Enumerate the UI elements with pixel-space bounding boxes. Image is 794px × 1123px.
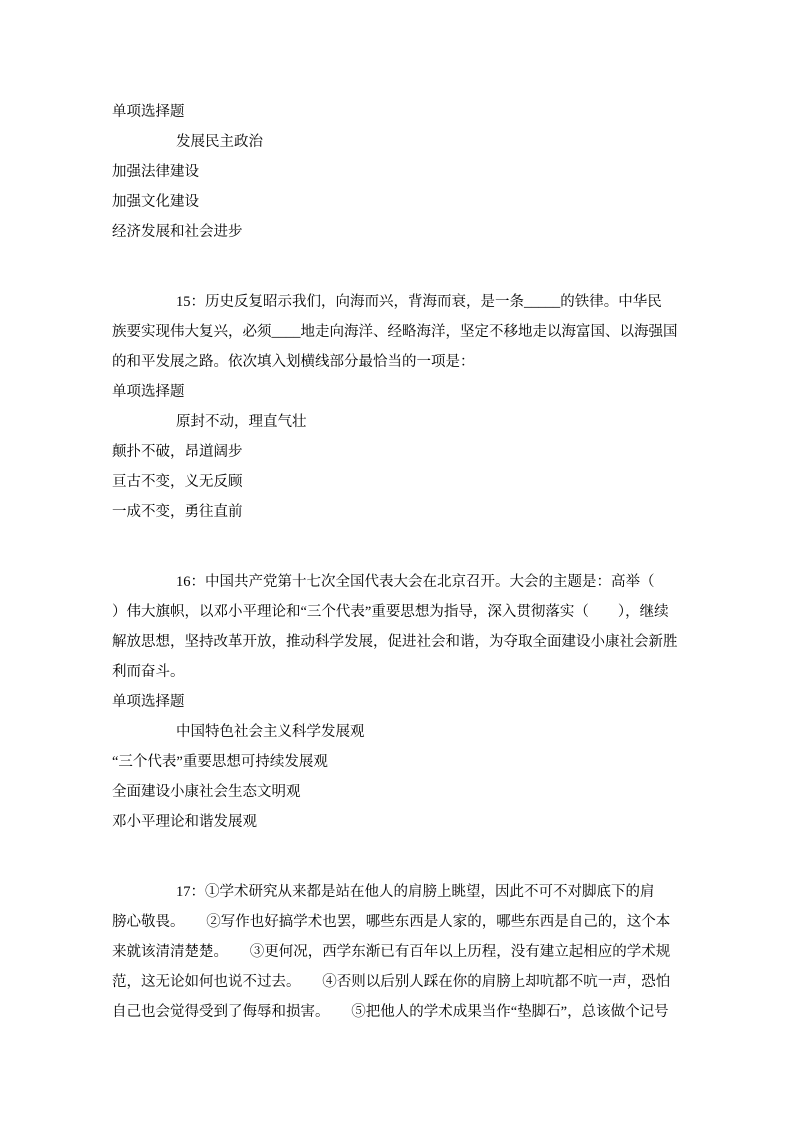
question-17-stem-line: 范，这无论如何也说不过去。 ④否则以后别人踩在你的肩膀上却吭都不吭一声，恐怕 bbox=[112, 974, 671, 990]
question-17-stem-line: 膀心敬畏。 ②写作也好搞学术也罢，哪些东西是人家的，哪些东西是自己的，这个本 bbox=[112, 914, 671, 930]
question-type-label: 单项选择题 bbox=[112, 104, 185, 120]
option-item: 亘古不变，义无反顾 bbox=[112, 474, 243, 490]
option-item: 加强法律建设 bbox=[112, 164, 199, 180]
option-item: 全面建设小康社会生态文明观 bbox=[112, 784, 301, 800]
question-type-label: 单项选择题 bbox=[112, 694, 185, 710]
option-item: 经济发展和社会进步 bbox=[112, 224, 243, 240]
option-item: 加强文化建设 bbox=[112, 194, 199, 210]
option-item: 原封不动，理直气壮 bbox=[176, 414, 307, 430]
question-15-stem-line: 的和平发展之路。依次填入划横线部分最恰当的一项是： bbox=[112, 354, 475, 370]
option-item: 邓小平理论和谐发展观 bbox=[112, 814, 257, 830]
question-15-stem-line: 15：历史反复昭示我们，向海而兴，背海而衰，是一条_____的铁律。中华民 bbox=[176, 294, 662, 310]
question-16-stem-line: 利而奋斗。 bbox=[112, 664, 185, 680]
option-item: 发展民主政治 bbox=[176, 134, 263, 150]
question-16-stem-line: ）伟大旗帜，以邓小平理论和“三个代表”重要思想为指导，深入贯彻落实（ ），继续 bbox=[112, 604, 669, 620]
option-item: 一成不变，勇往直前 bbox=[112, 504, 243, 520]
option-item: “三个代表”重要思想可持续发展观 bbox=[112, 754, 328, 770]
question-17-stem-line: 17：①学术研究从来都是站在他人的肩膀上眺望，因此不可不对脚底下的肩 bbox=[176, 884, 655, 900]
question-17-stem-line: 来就该清清楚楚。 ③更何况，西学东渐已有百年以上历程，没有建立起相应的学术规 bbox=[112, 944, 671, 960]
question-15-stem-line: 族要实现伟大复兴，必须____地走向海洋、经略海洋，坚定不移地走以海富国、以海强国 bbox=[112, 324, 678, 340]
question-16-stem-line: 16：中国共产党第十七次全国代表大会在北京召开。大会的主题是：高举（ bbox=[176, 574, 655, 590]
option-item: 颠扑不破，昂道阔步 bbox=[112, 444, 243, 460]
question-16-stem-line: 解放思想，坚持改革开放，推动科学发展，促进社会和谐，为夺取全面建设小康社会新胜 bbox=[112, 634, 678, 650]
question-17-stem-line: 自己也会觉得受到了侮辱和损害。 ⑤把他人的学术成果当作“垫脚石”，总该做个记号 bbox=[112, 1004, 669, 1020]
option-item: 中国特色社会主义科学发展观 bbox=[176, 724, 365, 740]
question-type-label: 单项选择题 bbox=[112, 384, 185, 400]
